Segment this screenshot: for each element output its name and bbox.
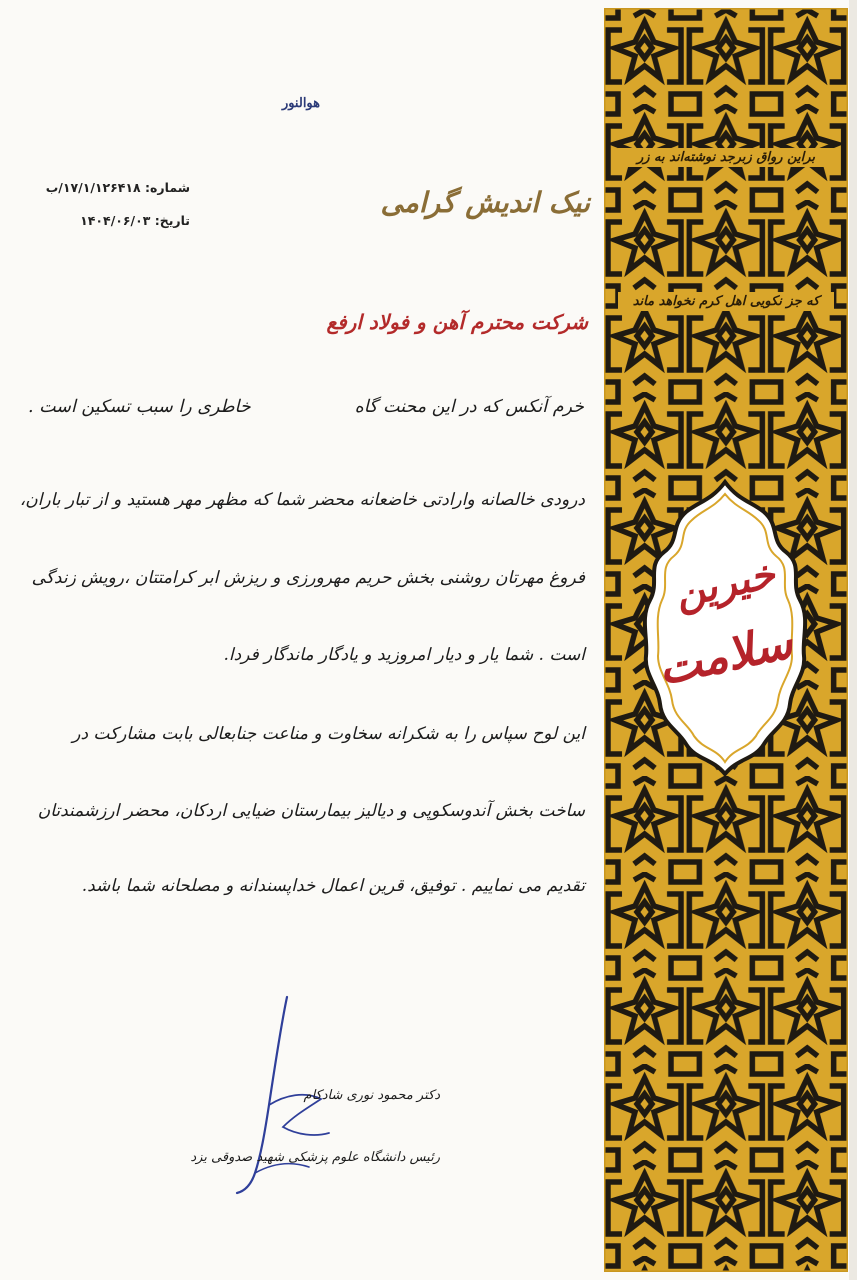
date-value: ۱۴۰۴/۰۶/۰۳ <box>80 213 151 228</box>
body-line: این لوح سپاس را به شکرانه سخاوت و مناعت جنابعالی بابت مشارکت در <box>72 724 585 744</box>
verse-hemistich-right: خرم آنکس که در این محنت گاه <box>354 397 584 417</box>
letter-number <box>40 180 190 195</box>
body-line: فروغ مهرتان روشنی بخش حریم مهرورزی و ریزش ابر کرامتتان ،رویش زندگی <box>31 568 585 588</box>
ornamental-panel <box>604 8 848 1272</box>
medallion-word-salamat: سلامت <box>652 614 798 696</box>
number-value: ۱۷/۱/۱۲۶۴۱۸/ب <box>45 180 141 195</box>
body-line: تقدیم می نماییم . توفیق، قرین اعمال خداپسندانه و مصلحانه شما باشد. <box>81 876 585 896</box>
poem-line-top: براین رواق زبرجد نوشته‌اند به زر <box>618 148 834 167</box>
letter-heading: نیک اندیش گرامی <box>380 186 590 219</box>
page-edge <box>849 0 857 1280</box>
medallion-word-khayyerin: خیرین <box>670 550 780 617</box>
verse-line <box>28 397 584 427</box>
poem-line-bottom: که جز نکویی اهل کرم نخواهد ماند <box>618 292 834 311</box>
body-line: درودی خالصانه وارادتی خاضعانه محضر شما که مظهر مهر هستید و از تبار باران، <box>19 490 585 510</box>
number-label: شماره: <box>145 180 190 195</box>
date-label: تاریخ: <box>154 213 190 228</box>
medallion-emblem <box>640 478 810 778</box>
verse-hemistich-left: خاطری را سبب تسکین است . <box>28 397 251 417</box>
motto-header: هوالنور <box>281 96 320 111</box>
body-line: ساخت بخش آندوسکوپی و دیالیز بیمارستان ضیایی اردکان، محضر ارزشمندتان <box>37 801 585 821</box>
letter-date <box>40 213 190 228</box>
letter-recipient: شرکت محترم آهن و فولاد ارفع <box>326 310 588 334</box>
signer-name: دکتر محمود نوری شادکام <box>303 1088 440 1103</box>
body-line: است . شما یار و دیار امروزید و یادگار ماندگار فردا. <box>223 645 585 665</box>
signer-title: رئیس دانشگاه علوم پزشکی شهید صدوقی یزد <box>190 1150 440 1165</box>
